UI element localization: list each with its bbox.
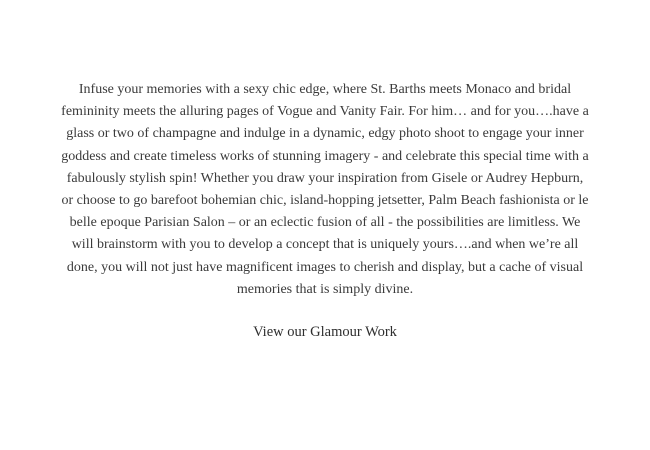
content-section bbox=[60, 79, 590, 343]
intro-paragraph: Infuse your memories with a sexy chic edge, where St. Barths meets Monaco and bridal femininity meets the alluring pages of Vogue and Vanity Fair. For him… and for you….have a glass or two of champagne and indulge in a dynamic, edgy photo shoot to engage your inner goddess and create timeless works of stunning imagery - and celebrate this special time with a fabulously stylish spin! Whether you draw your inspiration from Gisele or Audrey Hepburn, or choose to go barefoot bohemian chic, island-hopping jetsetter, Palm Beach fashionista or le belle epoque Parisian Salon – or an eclectic fusion of all - the possibilities are limitless. We will brainstorm with you to develop a concept that is uniquely yours….and when we’re all done, you will not just have magnificent images to cherish and display, but a cache of visual memories that is simply divine. bbox=[61, 82, 589, 297]
view-glamour-work-link[interactable]: View our Glamour Work bbox=[253, 324, 397, 341]
